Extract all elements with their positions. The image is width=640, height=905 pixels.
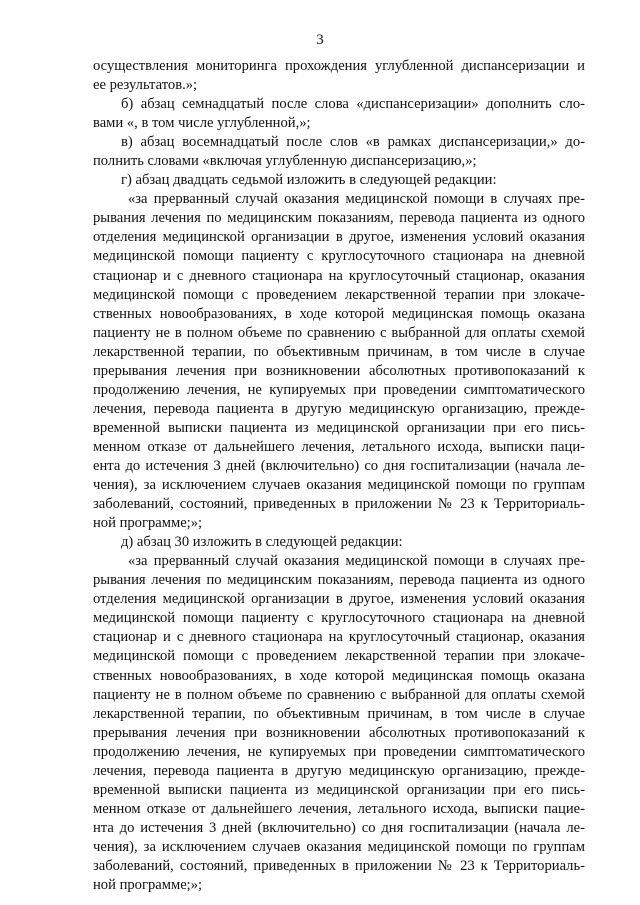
text-line: ее результатов.»; <box>93 77 198 94</box>
text-line: пациенту не в полном объеме по сравнению с выбранной для оплаты схемой <box>93 686 585 703</box>
text-line: отделения медицинской организации в другое, изменения условий оказания <box>93 591 585 608</box>
text-line: стационар и с дневного стационара на круглосуточный стационар, оказания <box>93 267 585 284</box>
text-line: медицинской помощи пациенту с круглосуточного стационара на дневной <box>93 248 585 265</box>
text-line: ента до истечения 3 дней (включительно) со дня госпитализации (начала ле- <box>93 457 585 474</box>
text-line: осуществления мониторинга прохождения углубленной диспансеризации и <box>93 58 585 74</box>
text-line: ственных новообразованиях, в ходе которой медицинская помощь оказана <box>93 305 585 322</box>
text-line: лечения, перевода пациента в другую медицинскую организацию, прежде- <box>93 400 585 417</box>
text-line: нта до истечения 3 дней (включительно) со дня госпитализации (начала ле- <box>93 819 585 836</box>
text-line: рывания лечения по медицинским показаниям, перевода пациента из одного <box>93 210 585 227</box>
text-line: продолжению лечения, не купируемых при проведении симптоматического <box>93 381 585 398</box>
text-line: пациенту не в полном объеме по сравнению с выбранной для оплаты схемой <box>93 324 585 341</box>
text-line: чения), за исключением случаев оказания медицинской помощи по группам <box>93 838 585 855</box>
text-line: д) абзац 30 изложить в следующей редакции: <box>121 534 403 551</box>
text-line: отделения медицинской организации в другое, изменения условий оказания <box>93 229 585 246</box>
document-body <box>93 57 585 895</box>
text-line: менном отказе от дальнейшего лечения, летального исхода, выписки пацие- <box>93 800 585 817</box>
text-line: чения), за исключением случаев оказания медицинской помощи по группам <box>93 477 585 494</box>
text-line: медицинской помощи с проведением лекарственной терапии при злокаче- <box>93 286 585 303</box>
text-line: медицинской помощи пациенту с круглосуточного стационара на дневной <box>93 610 585 627</box>
text-line: полнить словами «включая углубленную диспансеризацию,»; <box>93 153 477 170</box>
text-line: вами «, в том числе углубленной,»; <box>93 115 311 132</box>
text-line: ной программе;»; <box>93 877 203 894</box>
text-line: временной выписки пациента из медицинской организации при его пись- <box>93 419 585 436</box>
text-line: лечения, перевода пациента в другую медицинскую организацию, прежде- <box>93 762 585 779</box>
text-line: лекарственной терапии, по объективным причинам, в том числе в случае <box>93 343 585 360</box>
text-line: заболеваний, состояний, приведенных в приложении № 23 к Территориаль- <box>93 857 585 874</box>
text-line: прерывания лечения при возникновении абсолютных противопоказаний к <box>93 724 585 741</box>
text-line: рывания лечения по медицинским показаниям, перевода пациента из одного <box>93 572 585 589</box>
page-number: 3 <box>316 32 324 48</box>
text-line: в) абзац восемнадцатый после слов «в рамках диспансеризации,» до- <box>121 134 585 151</box>
text-line: продолжению лечения, не купируемых при проведении симптоматического <box>93 743 585 760</box>
text-line: стационар и с дневного стационара на круглосуточный стационар, оказания <box>93 629 585 646</box>
text-line: менном отказе от дальнейшего лечения, летального исхода, выписки паци- <box>93 438 585 455</box>
text-line: прерывания лечения при возникновении абсолютных противопоказаний к <box>93 362 585 379</box>
text-line: б) абзац семнадцатый после слова «диспансеризации» дополнить сло- <box>121 96 585 113</box>
text-line: «за прерванный случай оказания медицинской помощи в случаях пре- <box>128 553 585 570</box>
text-line: ственных новообразованиях, в ходе которой медицинская помощь оказана <box>93 667 585 684</box>
text-line: заболеваний, состояний, приведенных в приложении № 23 к Территориаль- <box>93 496 585 513</box>
text-line: медицинской помощи с проведением лекарственной терапии при злокаче- <box>93 648 585 665</box>
text-line: ной программе;»; <box>93 515 203 532</box>
text-line: г) абзац двадцать седьмой изложить в следующей редакции: <box>121 172 497 189</box>
text-line: лекарственной терапии, по объективным причинам, в том числе в случае <box>93 705 585 722</box>
text-line: временной выписки пациента из медицинской организации при его пись- <box>93 781 585 798</box>
text-line: «за прерванный случай оказания медицинской помощи в случаях пре- <box>128 191 585 208</box>
